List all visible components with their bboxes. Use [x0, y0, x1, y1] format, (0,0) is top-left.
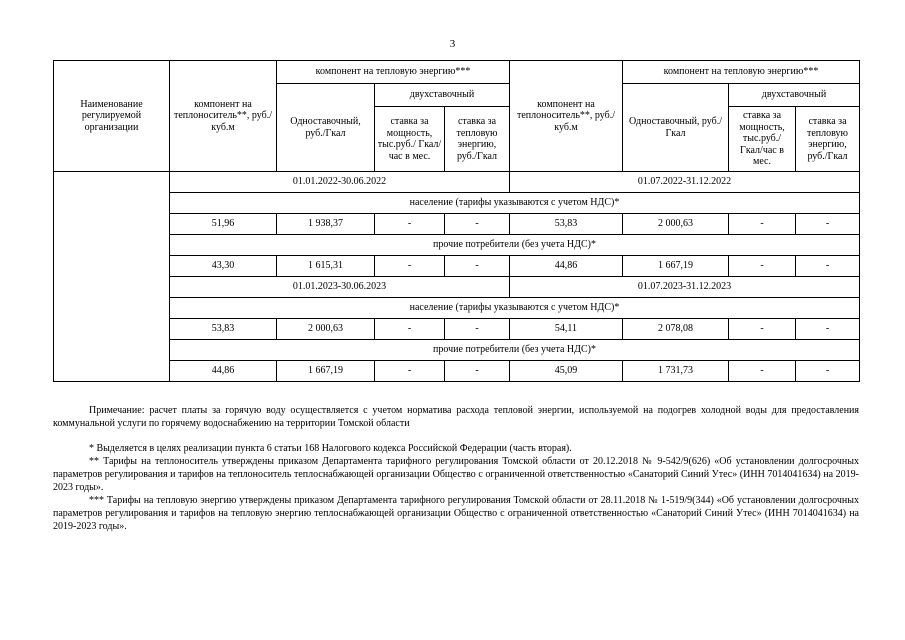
tariff-value-cell: 2 000,63: [623, 214, 729, 235]
page-number: 3: [449, 38, 456, 50]
col-header-org: Наименование регулируемой организации: [54, 61, 170, 172]
tariff-value-cell: 44,86: [170, 361, 277, 382]
col-header-capacity-2: ставка за мощность, тыс.руб./ Гкал/час в мес.: [729, 107, 796, 172]
tariff-value-cell: -: [445, 319, 510, 340]
tariff-value-cell: 54,11: [510, 319, 623, 340]
tariff-value-cell: -: [729, 319, 796, 340]
tariff-value-cell: -: [445, 214, 510, 235]
col-header-double-1: двухставочный: [375, 84, 510, 107]
col-header-single-2: Одноставочный, руб./Гкал: [623, 84, 729, 172]
tariff-value-cell: -: [375, 319, 445, 340]
period-right: 01.07.2022-31.12.2022: [510, 172, 860, 193]
tariff-value-cell: 1 667,19: [277, 361, 375, 382]
period-row: [54, 172, 860, 193]
tariff-table: [53, 60, 860, 382]
notes-section: [53, 404, 859, 533]
col-header-energy-1: компонент на тепловую энергию***: [277, 61, 510, 84]
consumer-group-label: прочие потребители (без учета НДС)*: [170, 340, 860, 361]
tariff-value-cell: -: [796, 361, 860, 382]
consumer-group-label: население (тарифы указываются с учетом НДС)*: [170, 298, 860, 319]
tariff-value-cell: -: [445, 256, 510, 277]
table-row: [54, 256, 860, 277]
consumer-group-label: население (тарифы указываются с учетом НДС)*: [170, 193, 860, 214]
consumer-group-row: [54, 340, 860, 361]
period-row: [54, 277, 860, 298]
consumer-group-row: [54, 193, 860, 214]
col-header-carrier-2: компонент на теплоноситель**, руб./куб.м: [510, 61, 623, 172]
remark-note: Примечание: расчет платы за горячую воду осуществляется с учетом норматива расхода тепловой энергии, используемой на подогрев холодной воды для предоставления коммунальной услуги по горячему водоснабжению на территории Томской области: [53, 405, 859, 429]
footnote-3: *** Тарифы на тепловую энергию утверждены приказом Департамента тарифного регулирования Томской области от 28.11.2018 № 1-519/9(344) «Об установлении долгосрочных параметров регулирования и тарифов на тепловую энергию теплоснабжающей организации Общество с ограниченной ответственностью «Санаторий Синий Утес» (ИНН 7014041634) на 2019-2023 годы».: [53, 495, 859, 532]
tariff-value-cell: -: [375, 361, 445, 382]
col-header-single-1: Одноставочный, руб./Гкал: [277, 84, 375, 172]
tariff-value-cell: 45,09: [510, 361, 623, 382]
consumer-group-label: прочие потребители (без учета НДС)*: [170, 235, 860, 256]
tariff-value-cell: -: [445, 361, 510, 382]
col-header-energy-rate-2: ставка за тепловую энергию, руб./Гкал: [796, 107, 860, 172]
footnote-1: * Выделяется в целях реализации пункта 6 статьи 168 Налогового кодекса Российской Федерации (часть вторая).: [89, 443, 572, 454]
col-header-energy-rate-1: ставка за тепловую энергию, руб./Гкал: [445, 107, 510, 172]
col-header-energy-2: компонент на тепловую энергию***: [623, 61, 860, 84]
tariff-value-cell: 51,96: [170, 214, 277, 235]
col-header-double-2: двухставочный: [729, 84, 860, 107]
col-header-capacity-1: ставка за мощность, тыс.руб./ Гкал/час в мес.: [375, 107, 445, 172]
tariff-value-cell: -: [796, 256, 860, 277]
tariff-value-cell: 53,83: [170, 319, 277, 340]
tariff-value-cell: 1 615,31: [277, 256, 375, 277]
tariff-value-cell: 44,86: [510, 256, 623, 277]
period-right: 01.07.2023-31.12.2023: [510, 277, 860, 298]
consumer-group-row: [54, 235, 860, 256]
footnote-2: ** Тарифы на теплоноситель утверждены приказом Департамента тарифного регулирования Томской области от 20.12.2018 № 9-542/9(626) «Об установлении долгосрочных параметров регулирования и тарифов на теплоноситель теплоснабжающей организации Общество с ограниченной ответственностью «Санаторий Синий Утес» (ИНН 7014041634) на 2019-2023 годы».: [53, 456, 859, 493]
tariff-value-cell: -: [729, 256, 796, 277]
consumer-group-row: [54, 298, 860, 319]
tariff-value-cell: -: [375, 214, 445, 235]
tariff-value-cell: 53,83: [510, 214, 623, 235]
tariff-value-cell: 1 667,19: [623, 256, 729, 277]
tariff-value-cell: 2 078,08: [623, 319, 729, 340]
period-left: 01.01.2023-30.06.2023: [170, 277, 510, 298]
table-row: [54, 214, 860, 235]
tariff-value-cell: -: [796, 319, 860, 340]
tariff-value-cell: -: [729, 214, 796, 235]
table-row: [54, 319, 860, 340]
tariff-value-cell: 1 731,73: [623, 361, 729, 382]
col-header-carrier-1: компонент на теплоноситель**, руб./куб.м: [170, 61, 277, 172]
tariff-value-cell: 43,30: [170, 256, 277, 277]
tariff-value-cell: 2 000,63: [277, 319, 375, 340]
period-left: 01.01.2022-30.06.2022: [170, 172, 510, 193]
table-row: [54, 361, 860, 382]
tariff-value-cell: 1 938,37: [277, 214, 375, 235]
tariff-value-cell: -: [796, 214, 860, 235]
tariff-value-cell: -: [729, 361, 796, 382]
org-name-cell: [54, 172, 170, 382]
tariff-value-cell: -: [375, 256, 445, 277]
